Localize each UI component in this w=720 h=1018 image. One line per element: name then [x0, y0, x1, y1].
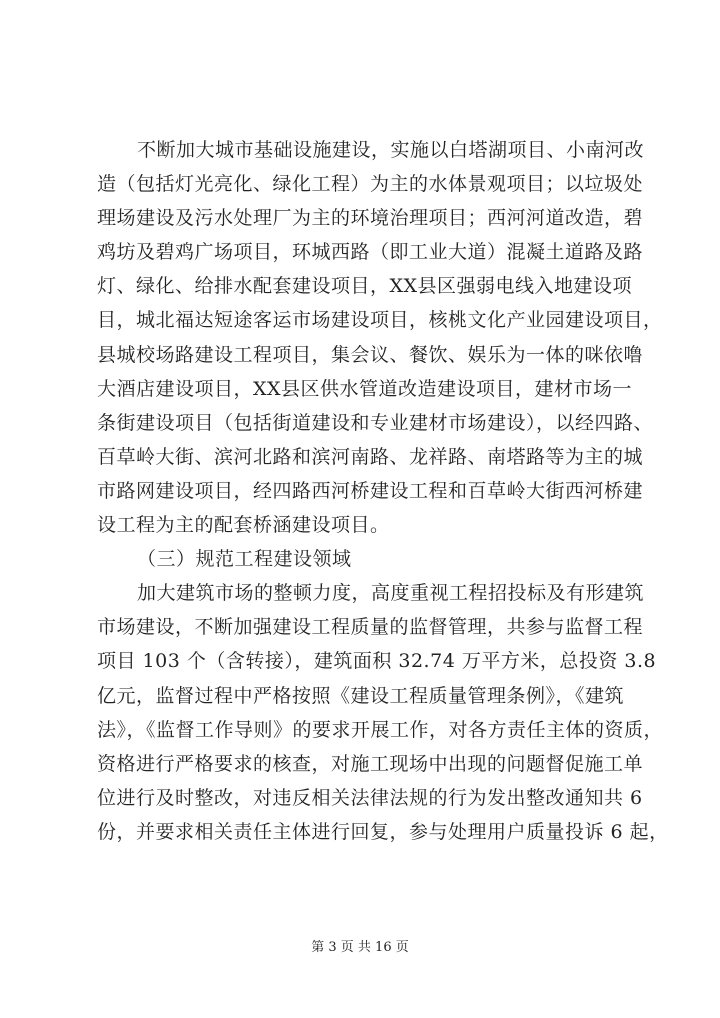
text-line: 法》，《监督工作导则》的要求开展工作，对各方责任主体的资质，: [97, 718, 664, 741]
page-number-footer: 第 3 页 共 16 页: [311, 940, 409, 955]
text-line: 加大建筑市场的整顿力度，高度重视工程招投标及有形建筑: [137, 582, 645, 605]
text-line: 份，并要求相关责任主体进行回复，参与处理用户质量投诉 6 起，: [97, 820, 669, 843]
text-line: 灯、绿化、给排水配套建设项目，XX县区强弱电线入地建设项: [97, 275, 633, 298]
text-line: 项目 103 个（含转接），建筑面积 32.74 万平方米，总投资 3.8: [97, 650, 657, 673]
text-line: 造（包括灯光亮化、绿化工程）为主的水体景观项目；以垃圾处: [97, 173, 644, 196]
section-heading: （三）规范工程建设领域: [137, 548, 352, 571]
text-line: 条街建设项目（包括街道建设和专业建材市场建设），以经四路、: [97, 411, 654, 434]
text-line: 设工程为主的配套桥涵建设项目。: [97, 514, 390, 537]
text-line: 百草岭大街、滨河北路和滨河南路、龙祥路、南塔路等为主的城: [97, 445, 644, 468]
text-line: 位进行及时整改，对违反相关法律法规的行为发出整改通知共 6: [97, 786, 643, 809]
document-body: [97, 133, 669, 849]
text-line: 资格进行严格要求的核查，对施工现场中出现的问题督促施工单: [97, 752, 644, 775]
text-line: 鸡坊及碧鸡广场项目，环城西路（即工业大道）混凝土道路及路: [97, 241, 644, 264]
text-line: 大酒店建设项目，XX县区供水管道改造建设项目，建材市场一: [97, 377, 633, 400]
text-line: 亿元，监督过程中严格按照《建设工程质量管理条例》，《建筑: [97, 684, 625, 707]
text-line: 市场建设，不断加强建设工程质量的监督管理，共参与监督工程: [97, 616, 644, 639]
text-line: 县城校场路建设工程项目，集会议、餐饮、娱乐为一体的咪依噜: [97, 343, 644, 366]
text-line: 市路网建设项目，经四路西河桥建设工程和百草岭大街西河桥建: [97, 479, 644, 502]
text-line: 理场建设及污水处理厂为主的环境治理项目；西河河道改造，碧: [97, 207, 644, 230]
text-line: 不断加大城市基础设施建设，实施以白塔湖项目、小南河改: [137, 139, 645, 161]
text-line: 目，城北福达短途客运市场建设项目，核桃文化产业园建设项目，: [97, 309, 663, 332]
